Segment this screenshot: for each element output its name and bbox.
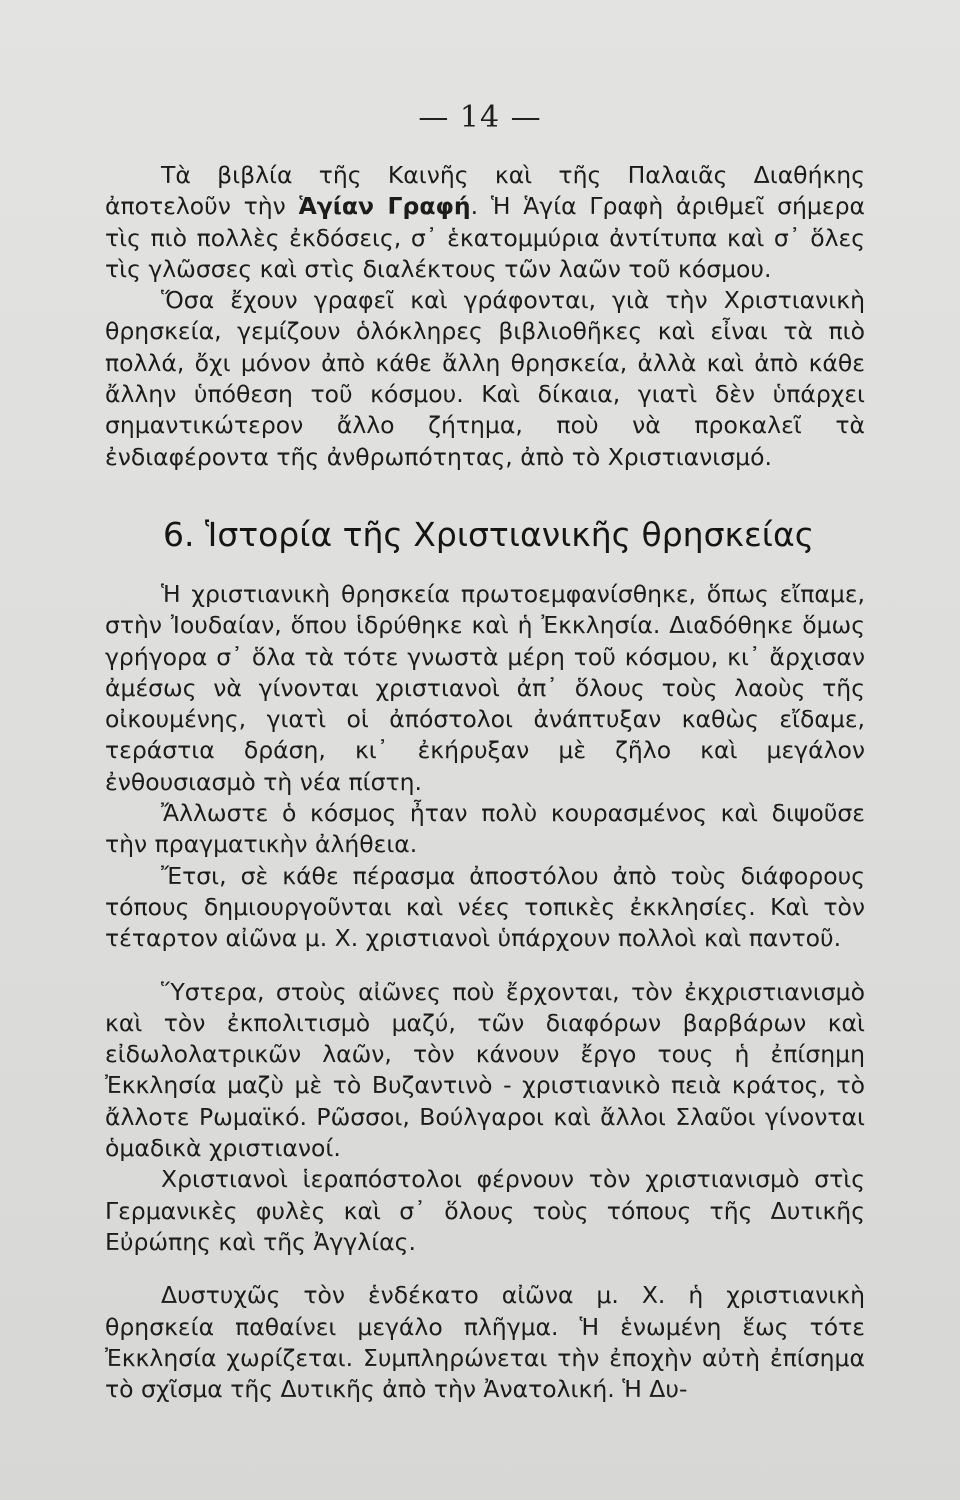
paragraph-1-emphasis: Ἁγίαν Γραφή (298, 192, 471, 221)
section-heading: 6. Ἱστορία τῆς Χριστιανικῆς θρησκείας (163, 514, 815, 554)
paragraph-6: Ὕστερα, στοὺς αἰῶνες ποὺ ἔρχονται, τὸν ἐκχριστιανισμὸ καὶ τὸν ἐκπολιτισμὸ μαζύ, τῶν διαφόρων βαρβάρων καὶ εἰδωλολατρικῶν λαῶν, τὸν κάνουν ἔργο τους ἡ ἐπίσημη Ἐκκλησία μαζὺ μὲ τὸ Βυζαντινὸ - χριστιανικὸ πειὰ κράτος, τὸ ἄλλοτε Ρωμαϊκό. Ρῶσσοι, Βούλγαροι καὶ ἄλλοι Σλαῦοι γίνονται ὁμαδικὰ χριστιανοί. (105, 977, 865, 1163)
paragraph-5: Ἔτσι, σὲ κάθε πέρασμα ἀποστόλου ἀπὸ τοὺς διάφορους τόπους δημιουργοῦνται καὶ νέες τοπικὲς ἐκκλησίες. Καὶ τὸν τέταρτον αἰῶνα μ. Χ. χριστιανοὶ ὑπάρχουν πολλοὶ καὶ παντοῦ. (105, 861, 865, 953)
paragraph-4: Ἄλλωστε ὁ κόσμος ἦταν πολὺ κουρασμένος καὶ διψοῦσε τὴν πραγματικὴν ἀλήθεια. (105, 799, 865, 859)
paragraph-2: Ὅσα ἔχουν γραφεῖ καὶ γράφονται, γιὰ τὴν Χριστιανικὴ θρησκεία, γεμίζουν ὁλόκληρες βιβλιοθῆκες καὶ εἶναι τὰ πιὸ πολλά, ὄχι μόνον ἀπὸ κάθε ἄλλη θρησκεία, ἀλλὰ καὶ ἀπὸ κάθε ἄλλην ὑπόθεση τοῦ κόσμου. Καὶ δίκαια, γιατὶ δὲν ὑπάρχει σημαντικώτερον ἄλλο ζήτημα, ποὺ νὰ προκαλεῖ τὰ ἐνδιαφέροντα τῆς ἀνθρωπότητας, ἀπὸ τὸ Χριστιανισμό. (105, 286, 865, 471)
paragraph-1-start: Τὰ βιβλία τῆς Καινῆς καὶ τῆς Παλαιᾶς Διαθήκης ἀποτελοῦν τὴν (105, 161, 865, 221)
paragraph-3: Ἡ χριστιανικὴ θρησκεία πρωτοεμφανίσθηκε, ὅπως εἴπαμε, στὴν Ἰουδαίαν, ὅπου ἱδρύθηκε καὶ ἡ Ἐκκλησία. Διαδόθηκε ὅμως γρήγορα σ᾽ ὅλα τὰ τότε γνωστὰ μέρη τοῦ κόσμου, κι᾽ ἄρχισαν ἀμέσως νὰ γίνονται χριστιανοὶ ἀπ᾽ ὅλους τοὺς λαοὺς τῆς οἰκουμένης, γιατὶ οἱ ἀπόστολοι ἀνάπτυξαν καθὼς εἴδαμε, τεράστια δράση, κι᾽ ἐκήρυξαν μὲ ζῆλο καὶ μεγάλον ἐνθουσιασμὸ τὴ νέα πίστη. (105, 579, 865, 796)
paragraph-1-end: . Ἡ Ἁγία Γραφὴ ἀριθμεῖ σήμερα τὶς πιὸ πολλὲς ἐκδόσεις, σ᾽ ἑκατομμύρια ἀντίτυπα καὶ σ᾽ ὅλες τὶς γλῶσσες καὶ στὶς διαλέκτους τῶν λαῶν τοῦ κόσμου. (105, 192, 865, 283)
page-number: — 14 — (418, 100, 542, 135)
paragraph-1 (105, 160, 865, 285)
body-text (105, 160, 865, 1405)
paragraph-8: Δυστυχῶς τὸν ἑνδέκατο αἰῶνα μ. Χ. ἡ χριστιανικὴ θρησκεία παθαίνει μεγάλο πλῆγμα. Ἡ ἑνωμένη ἕως τότε Ἐκκλησία χωρίζεται. Συμπληρώνεται τὴν ἐποχὴν αὐτὴ ἐπίσημα τὸ σχῖσμα τῆς Δυτικῆς ἀπὸ τὴν Ἀνατολική. Ἡ Δυ- (105, 1281, 865, 1404)
paragraph-7: Χριστιανοὶ ἱεραπόστολοι φέρνουν τὸν χριστιανισμὸ στὶς Γερμανικὲς φυλὲς καὶ σ᾽ ὅλους τοὺς τόπους τῆς Δυτικῆς Εὐρώπης καὶ τῆς Ἀγγλίας. (105, 1165, 865, 1256)
